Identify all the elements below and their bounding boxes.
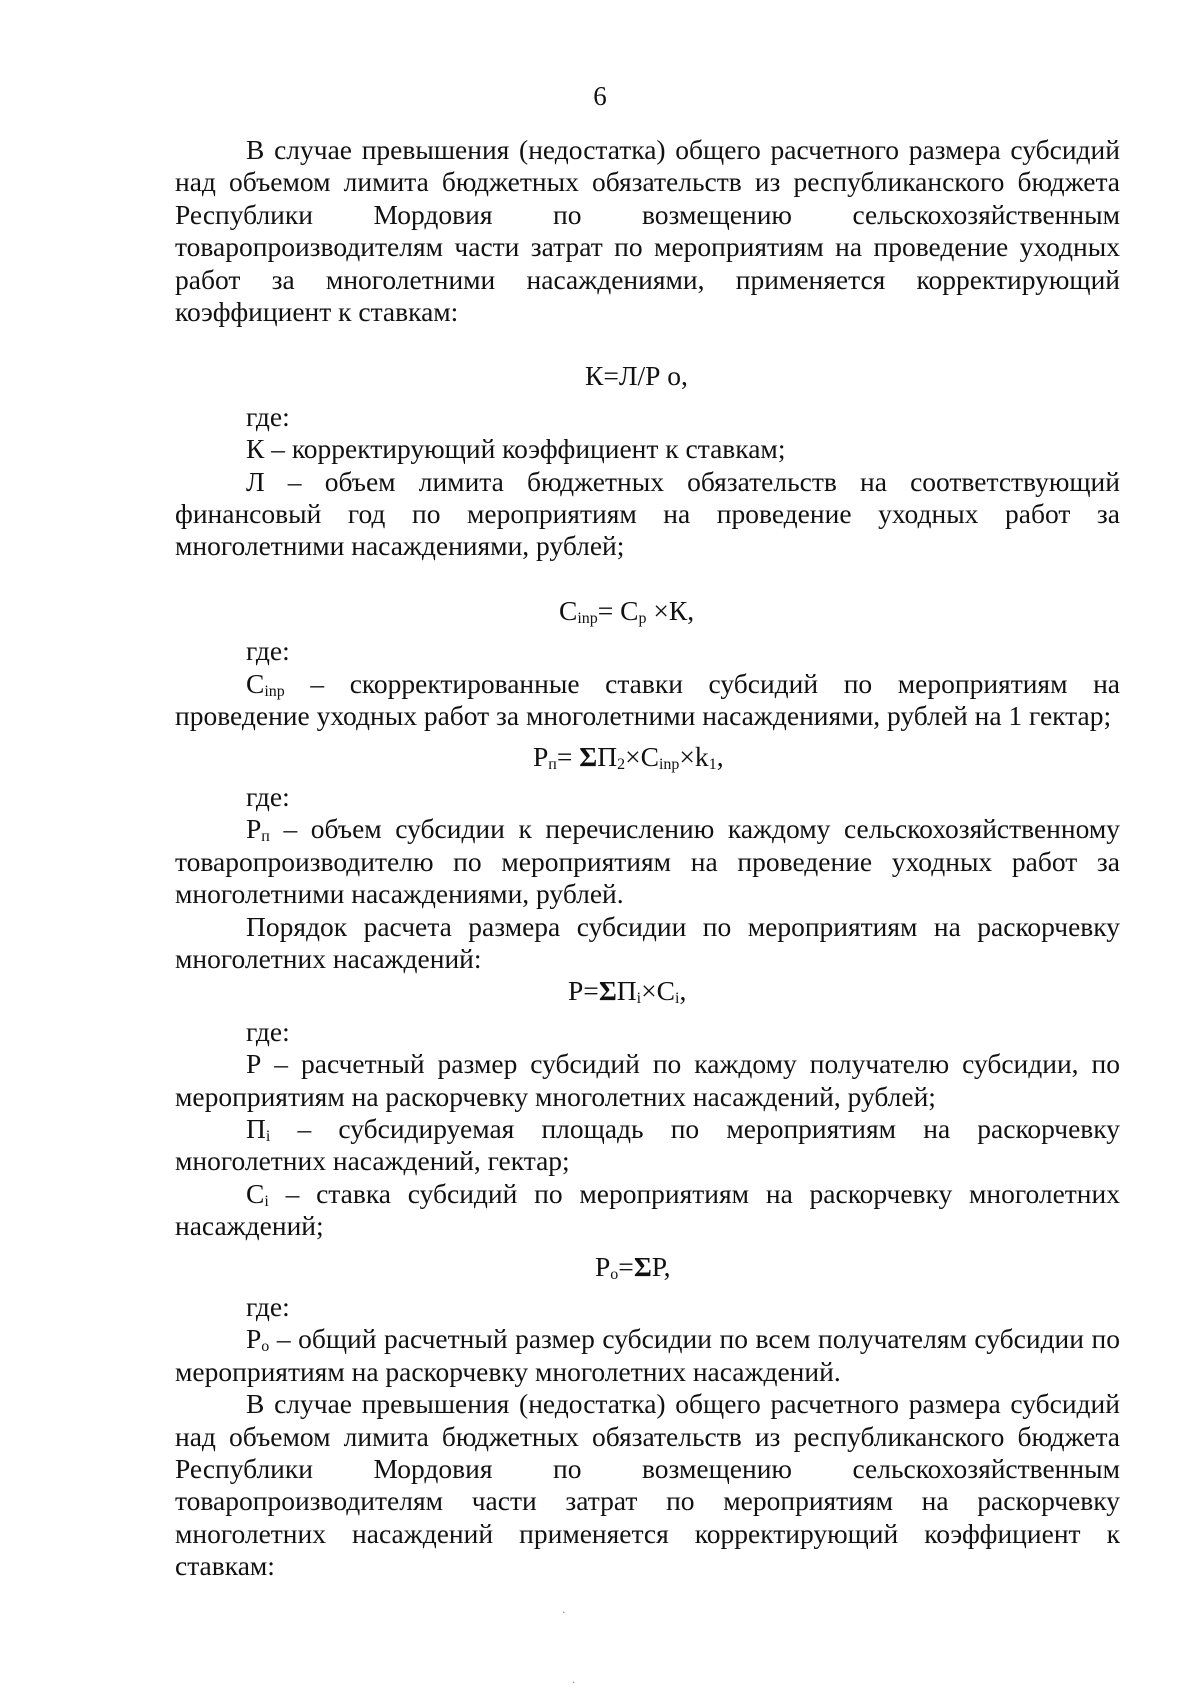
definition-ci-text: – ставка субсидий по мероприятиям на раскорчевку многолетних насаждений; — [175, 1177, 1120, 1242]
formula-cinp-tail: ×К, — [646, 594, 695, 626]
page-number: 6 — [593, 81, 607, 111]
definition-po-text: – общий расчетный размер субсидии по всем получателям субсидии по мероприятиям на раскорчевку многолетних насаждений. — [175, 1323, 1120, 1387]
where-label: где: — [246, 400, 290, 432]
formula-pn-rate: ×С — [625, 740, 659, 772]
definition-po — [175, 1323, 1120, 1388]
formula-pn-k-subscript: 1 — [708, 755, 717, 773]
formula-pn-equals: = — [556, 740, 580, 772]
formula-p-symbol: Р= — [568, 975, 599, 1007]
formula-pn — [175, 741, 1120, 773]
formula-p-rate: ×С — [641, 975, 675, 1007]
formula-cinp — [175, 595, 1120, 627]
definition-ci — [175, 1178, 1120, 1243]
formula-cp-subscript: р — [638, 609, 647, 627]
formula-pn-symbol: Р — [533, 740, 549, 772]
scan-speck: · — [562, 1606, 566, 1619]
definition-cinp-subscript: inp — [264, 682, 285, 700]
definition-k: К – корректирующий коэффициент к ставкам; — [246, 433, 786, 465]
document-body — [175, 134, 1120, 1583]
definition-pi-subscript: i — [265, 1127, 271, 1145]
formula-po-symbol: Р — [595, 1250, 611, 1282]
where-label: где: — [246, 635, 290, 667]
definition-cinp-text: – скорректированные ставки субсидий по мероприятиям на проведение уходных работ за многолетними насаждениями, рублей на 1 гектар; — [175, 667, 1120, 732]
sigma-symbol: Σ — [598, 975, 617, 1007]
definition-ci-subscript: i — [264, 1192, 269, 1210]
formula-pn-area: П — [597, 740, 618, 772]
definition-pn — [175, 813, 1120, 910]
definition-p: Р – расчетный размер субсидий по каждому получателю субсидии, по мероприятиям на раскорчевку многолетних насаждений, рублей; — [175, 1048, 1120, 1112]
formula-p-rate-subscript: i — [674, 990, 680, 1008]
formula-pn-subscript: п — [548, 755, 557, 773]
formula-pn-area-subscript: 2 — [617, 755, 626, 773]
formula-pn-rate-subscript: inp — [658, 755, 680, 773]
formula-p — [175, 975, 1120, 1007]
formula-p-comma: , — [679, 975, 687, 1007]
formula-pn-k: ×k — [679, 740, 709, 772]
definition-pn-symbol: Р — [246, 813, 262, 845]
definition-po-subscript: о — [261, 1338, 270, 1356]
sigma-symbol: Σ — [579, 740, 598, 772]
formula-cinp-equals: = С — [597, 594, 639, 626]
definition-cinp-symbol: С — [246, 667, 265, 699]
definition-pi-text: – субсидируемая площадь по мероприятиям на раскорчевку многолетних насаждений, гектар; — [175, 1112, 1120, 1177]
paragraph-order: Порядок расчета размера субсидии по мероприятиям на раскорчевку многолетних насаждений: — [175, 910, 1120, 974]
formula-cinp-symbol: С — [559, 594, 578, 626]
definition-pn-subscript: п — [261, 828, 270, 846]
definition-pi-symbol: П — [246, 1112, 266, 1144]
definition-cinp — [175, 668, 1120, 733]
where-label: где: — [246, 1015, 290, 1047]
paragraph-coefficient-uprooting: В случае превышения (недостатка) общего расчетного размера субсидий над объемом лимита бюджетных обязательств из республиканского бюджета Республики Мордовия по возмещению сельскохозяйственным товаропроизводителям части затрат по мероприятиям на раскорчевку многолетних насаждений применяется корректирующий коэффициент к ставкам: — [175, 1388, 1120, 1582]
definition-po-symbol: Р — [246, 1323, 262, 1355]
formula-p-area-subscript: i — [636, 990, 642, 1008]
scan-speck: · — [572, 1676, 576, 1689]
where-label: где: — [246, 1291, 290, 1322]
formula-po-subscript: о — [610, 1265, 619, 1283]
sigma-symbol: Σ — [633, 1250, 652, 1282]
definition-pi — [175, 1113, 1120, 1178]
definition-l: Л – объем лимита бюджетных обязательств на соответствующий финансовый год по мероприятиям на проведение уходных работ за многолетними насаждениями, рублей; — [175, 465, 1120, 562]
formula-p-area: П — [616, 975, 637, 1007]
formula-po — [175, 1251, 1120, 1283]
formula-po-equals: = — [618, 1250, 634, 1282]
definition-pn-text: – объем субсидии к перечислению каждому сельскохозяйственному товаропроизводителю по мероприятиям на проведение уходных работ за многолетними насаждениями, рублей. — [175, 813, 1120, 910]
definition-ci-symbol: С — [246, 1177, 265, 1209]
formula-cinp-subscript: inp — [577, 609, 598, 627]
formula-k: К=Л/Р о, — [585, 360, 688, 392]
where-label: где: — [246, 780, 290, 812]
formula-po-tail: Р, — [651, 1250, 671, 1282]
formula-pn-comma: , — [716, 740, 724, 772]
paragraph-coefficient-intro: В случае превышения (недостатка) общего расчетного размера субсидий над объемом лимита бюджетных обязательств из республиканского бюджета Республики Мордовия по возмещению сельскохозяйственным товаропроизводителям части затрат по мероприятиям на проведение уходных работ за многолетними насаждениями, применяется корректирующий коэффициент к ставкам: — [175, 134, 1120, 328]
